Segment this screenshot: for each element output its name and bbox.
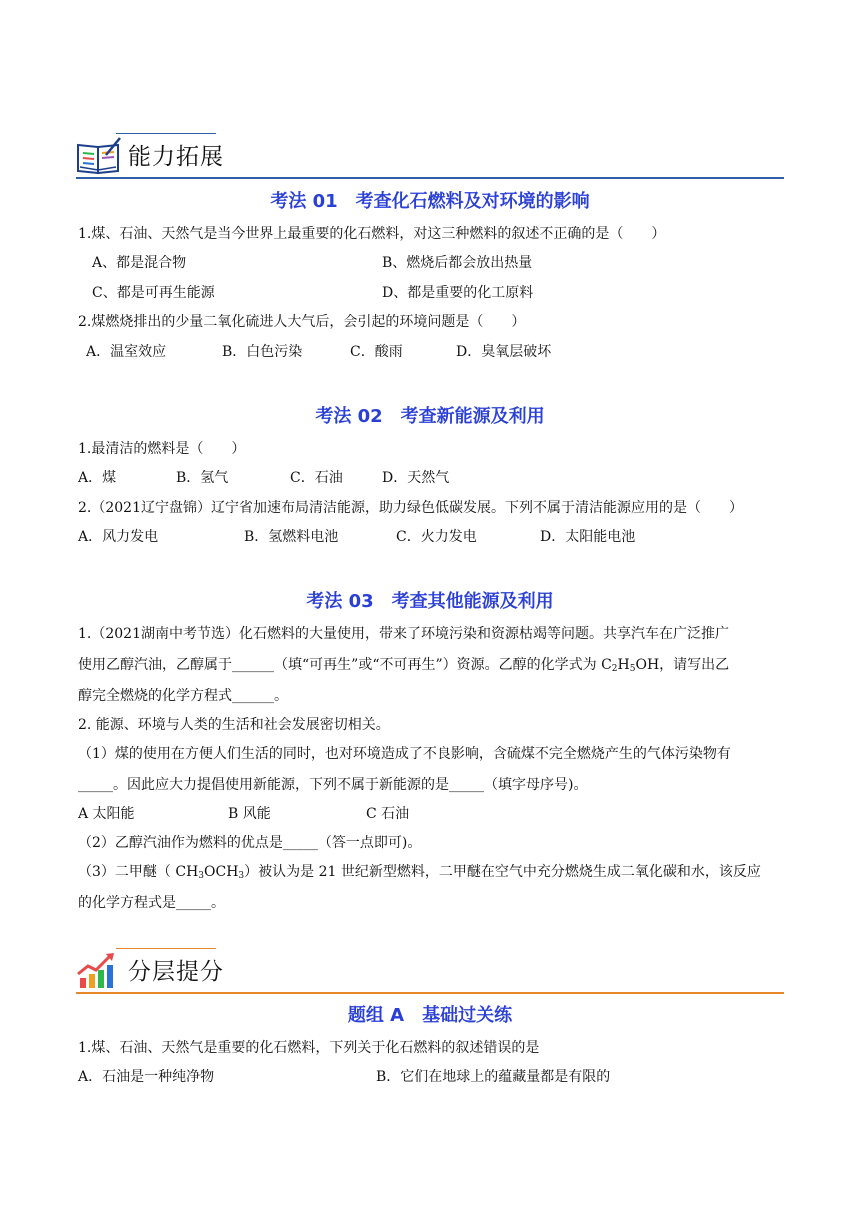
section-title: 分层提分: [128, 959, 224, 985]
section-title: 能力拓展: [128, 144, 224, 170]
option-c: C 石油: [366, 806, 410, 822]
rising-chart-icon: [76, 952, 122, 990]
text-segment: OCH: [204, 864, 239, 880]
text-segment: OH，请写出乙: [635, 657, 730, 673]
option-c: C．火力发电: [396, 529, 477, 545]
header-underline: [76, 992, 784, 994]
question-line: 1.（2021湖南中考节选）化石燃料的大量使用，带来了环境污染和资源枯竭等问题。共享汽车在广泛推广: [78, 626, 729, 642]
option-a: A 太阳能: [78, 806, 135, 822]
option-b: B 风能: [228, 806, 271, 822]
option-b: B．氢气: [176, 470, 229, 486]
header-topline: [116, 948, 216, 949]
header-topline: [116, 133, 216, 134]
question-stem: 1.煤、石油、天然气是当今世界上最重要的化石燃料，对这三种燃料的叙述不正确的是（ ）: [78, 226, 666, 242]
option-b: B．氢燃料电池: [244, 529, 339, 545]
option-b: B．它们在地球上的蕴藏量都是有限的: [376, 1069, 611, 1085]
kaofa-01-title: 考法 01 考查化石燃料及对环境的影响: [270, 191, 590, 212]
question-stem: 1.煤、石油、天然气是重要的化石燃料，下列关于化石燃料的叙述错误的是: [78, 1040, 540, 1056]
option-c: C．酸雨: [350, 344, 403, 360]
option-d: D．天然气: [382, 470, 450, 486]
option-a: A．煤: [78, 470, 117, 486]
question-line: （2）乙醇汽油作为燃料的优点是_____（答一点即可)。: [78, 835, 422, 851]
kaofa-02-title: 考法 02 考查新能源及利用: [315, 406, 545, 427]
option-c: C、都是可再生能源: [92, 285, 215, 301]
option-c: C．石油: [290, 470, 343, 486]
text-segment: ）被认为是 21 世纪新型燃料，二甲醚在空气中充分燃烧生成二氧化碳和水，该反应: [244, 864, 761, 880]
option-b: B、燃烧后都会放出热量: [382, 255, 533, 271]
question-line: 醇完全燃烧的化学方程式______。: [78, 688, 288, 704]
question-stem: 1.最清洁的燃料是（ ）: [78, 441, 246, 457]
question-line: [78, 863, 761, 885]
option-d: D、都是重要的化工原料: [382, 285, 534, 301]
header-underline: [76, 177, 784, 179]
option-d: D．臭氧层破坏: [456, 344, 552, 360]
text-segment: （3）二甲醚（ CH: [78, 864, 199, 880]
text-segment: 使用乙醇汽油，乙醇属于______（填“可再生”或“不可再生”）资源。乙醇的化学式为 C: [78, 657, 612, 673]
question-stem: 2.（2021辽宁盘锦）辽宁省加速布局清洁能源，助力绿色低碳发展。下列不属于清洁能源应用的是（ ）: [78, 500, 743, 516]
option-a: A．温室效应: [86, 344, 167, 360]
question-line: _____。因此应大力提倡使用新能源，下列不属于新能源的是_____（填字母序号)。: [78, 777, 588, 793]
subscript: 3: [238, 871, 245, 881]
section-header-layer: [76, 948, 784, 994]
question-stem: 2.煤燃烧排出的少量二氧化硫进人大气后，会引起的环境问题是（ ）: [78, 314, 526, 330]
question-line: （1）煤的使用在方便人们生活的同时，也对环境造成了不良影响，含硫煤不完全燃烧产生的气体污染物有: [78, 746, 731, 762]
text-segment: H: [617, 657, 630, 673]
option-a: A．石油是一种纯净物: [78, 1069, 215, 1085]
kaofa-03-title: 考法 03 考查其他能源及利用: [306, 591, 554, 612]
question-line: [78, 656, 729, 678]
option-d: D．太阳能电池: [540, 529, 636, 545]
option-a: A、都是混合物: [92, 255, 187, 271]
option-b: B．白色污染: [222, 344, 303, 360]
subscript: 2: [611, 664, 618, 674]
tizu-a-title: 题组 A 基础过关练: [347, 1005, 513, 1026]
question-line: 2. 能源、环境与人类的生活和社会发展密切相关。: [78, 717, 390, 733]
option-a: A．风力发电: [78, 529, 159, 545]
subscript: 3: [198, 871, 205, 881]
subscript: 5: [629, 664, 636, 674]
question-line: 的化学方程式是_____。: [78, 895, 225, 911]
book-icon: [76, 137, 122, 175]
section-header-ability: [76, 133, 784, 179]
